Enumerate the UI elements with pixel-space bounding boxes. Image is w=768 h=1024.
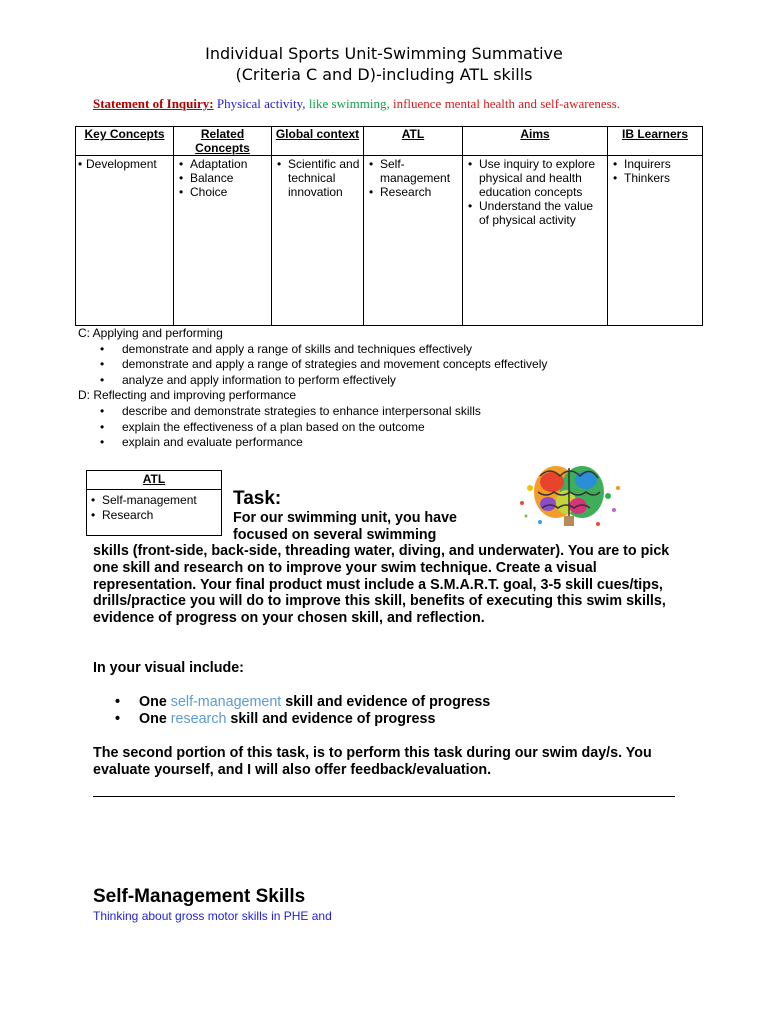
list-item: • Research	[102, 508, 221, 523]
cell-global-context	[272, 156, 364, 326]
second-portion-text: The second portion of this task, is to perform this task during our swim day/s. You evaluate yourself, and I will also offer feedback/evaluation.	[93, 745, 652, 778]
list-item: • Balance	[190, 171, 269, 185]
list-item: • demonstrate and apply a range of skills and techniques effectively	[122, 342, 768, 358]
item-accent: self-management	[170, 694, 282, 710]
task-title: Task:	[233, 488, 282, 509]
brain-shape	[534, 466, 604, 526]
list-item: • Self-management	[380, 157, 460, 185]
task-body: skills (front-side, back-side, threading water, diving, and underwater). You are to pick one skill and research on to improve your swim technique. Create a visual representation. Your final product must include a S.M.A.R.T. goal, 3-5 skill cues/tips, drills/practice you will do to improve this skill, benefits of executing this swim skills, evidence of progress on your chosen skill, and reflection.	[93, 543, 670, 627]
inquiry-part2: like swimming,	[308, 96, 390, 111]
list-item: • demonstrate and apply a range of strategies and movement concepts effectively	[122, 357, 768, 373]
task-intro: For our swimming unit, you have focused on several swimming	[233, 510, 458, 543]
self-management-title: Self-Management Skills	[93, 886, 306, 907]
list-item: • Thinkers	[624, 171, 700, 185]
list-item: • Research	[380, 185, 460, 199]
list-item: • describe and demonstrate strategies to enhance interpersonal skills	[122, 404, 768, 420]
inquiry-label: Statement of Inquiry:	[93, 96, 214, 111]
self-management-subtitle: Thinking about gross motor skills in PHE and	[93, 909, 332, 923]
header-ib-learners: IB Learners	[608, 127, 703, 156]
table-row	[76, 156, 703, 326]
criterion-c-heading: C: Applying and performing	[78, 326, 223, 340]
list-item: • Use inquiry to explore physical and health education concepts	[479, 157, 605, 199]
document-title-line1: Individual Sports Unit-Swimming Summative	[205, 44, 563, 63]
cell-related-concepts	[174, 156, 272, 326]
document-title-line2: (Criteria C and D)-including ATL skills	[235, 65, 533, 84]
list-item	[139, 694, 490, 711]
list-item: • Self-management	[102, 493, 221, 508]
list-item: • Adaptation	[190, 157, 269, 171]
visual-intro: In your visual include:	[93, 660, 244, 676]
atl-box-header: ATL	[87, 471, 221, 490]
list-item: • explain and evaluate performance	[122, 435, 768, 451]
header-global-context: Global context	[272, 127, 364, 156]
table-header-row	[76, 127, 703, 156]
cell-ib-learners	[608, 156, 703, 326]
list-item: • analyze and apply information to perform effectively	[122, 373, 768, 389]
item-accent: research	[170, 710, 227, 727]
list-item: • Inquirers	[624, 157, 700, 171]
item-suffix: skill and evidence of progress	[230, 710, 436, 727]
item-prefix: One	[139, 710, 167, 727]
inquiry-part3: influence mental health and self-awareness.	[392, 96, 620, 111]
list-item: • explain the effectiveness of a plan based on the outcome	[122, 420, 768, 436]
atl-box	[86, 470, 222, 536]
visual-list	[93, 694, 490, 727]
horizontal-divider	[93, 796, 675, 797]
list-item: • Scientific and technical innovation	[288, 157, 361, 199]
cell-aims	[463, 156, 608, 326]
criteria-section	[0, 326, 768, 451]
header-aims: Aims	[463, 127, 608, 156]
brain-illustration	[510, 458, 628, 532]
header-related-concepts: Related Concepts	[174, 127, 272, 156]
inquiry-part1: Physical activity,	[216, 96, 306, 111]
statement-of-inquiry	[93, 97, 663, 111]
item-prefix: One	[139, 694, 167, 710]
item-suffix: skill and evidence of progress	[285, 694, 491, 710]
list-item	[139, 711, 490, 728]
header-atl: ATL	[364, 127, 463, 156]
header-key-concepts: Key Concepts	[76, 127, 174, 156]
list-item: • Choice	[190, 185, 269, 199]
cell-key-concepts	[76, 156, 174, 326]
inquiry-table	[75, 126, 703, 326]
criterion-d-heading: D: Reflecting and improving performance	[78, 388, 297, 403]
list-item: • Understand the value of physical activity	[479, 199, 605, 227]
list-item: • Development	[86, 157, 171, 171]
cell-atl	[364, 156, 463, 326]
